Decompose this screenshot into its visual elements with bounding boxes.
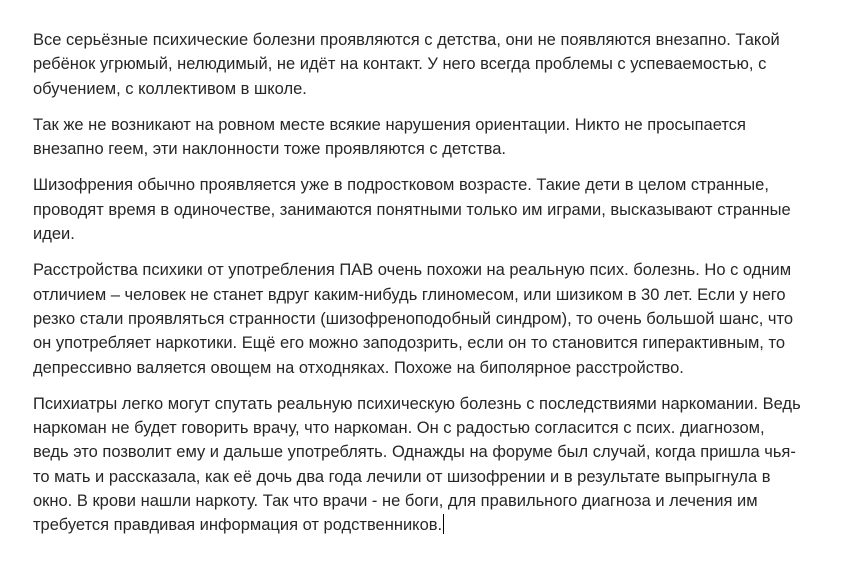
text-line: обучением, с коллективом в школе. <box>33 79 307 98</box>
text-line: резко стали проявляться странности (шизофреноподобный синдром), то очень большой шанс, что <box>33 309 794 328</box>
text-line-last <box>33 513 833 537</box>
paragraph-4 <box>33 258 833 379</box>
text-line: депрессивно валяется овощем на отходняках. Похоже на биполярное расстройство. <box>33 358 684 377</box>
last-line-text: требуется правдивая информация от родственников. <box>33 516 443 535</box>
paragraph-2 <box>33 113 833 162</box>
text-line: Шизофрения обычно проявляется уже в подростковом возрасте. Такие дети в целом странные, <box>33 176 769 195</box>
text-cursor <box>443 514 444 534</box>
paragraph-5 <box>33 392 833 538</box>
document-body[interactable] <box>33 28 833 550</box>
text-line: Психиатры легко могут спутать реальную психическую болезнь с последствиями наркомании. Ведь <box>33 394 801 413</box>
paragraph-3 <box>33 173 833 246</box>
text-line: проводят время в одиночестве, занимаются понятными только им играми, высказывают странные <box>33 200 791 219</box>
paragraph-1 <box>33 28 833 101</box>
text-line: идеи. <box>33 225 75 244</box>
text-line: ребёнок угрюмый, нелюдимый, не идёт на контакт. У него всегда проблемы с успеваемостью, с <box>33 55 767 74</box>
text-line: ведь это позволит ему и дальше употреблять. Однажды на форуме был случай, когда пришла чья- <box>33 443 796 462</box>
text-line: Расстройства психики от употребления ПАВ очень похожи на реальную псих. болезнь. Но с одним <box>33 261 792 280</box>
text-line: отличием – человек не станет вдруг каким-нибудь глиномесом, или шизиком в 30 лет. Если у него <box>33 285 786 304</box>
text-line: окно. В крови нашли наркоту. Так что врачи - не боги, для правильного диагноза и лечения им <box>33 492 758 511</box>
text-line: он употребляет наркотики. Ещё его можно заподозрить, если он то становится гиперактивным, то <box>33 334 786 353</box>
text-line: то мать и рассказала, как её дочь два года лечили от шизофрении и в результате выпрыгнула в <box>33 467 771 486</box>
text-line: внезапно геем, эти наклонности тоже проявляются с детства. <box>33 140 506 159</box>
text-line: Так же не возникают на ровном месте всякие нарушения ориентации. Никто не просыпается <box>33 115 746 134</box>
text-line: Все серьёзные психические болезни проявляются с детства, они не появляются внезапно. Такой <box>33 31 780 49</box>
text-line: наркоман не будет говорить врачу, что наркоман. Он с радостью согласится с псих. диагнозом, <box>33 419 765 438</box>
